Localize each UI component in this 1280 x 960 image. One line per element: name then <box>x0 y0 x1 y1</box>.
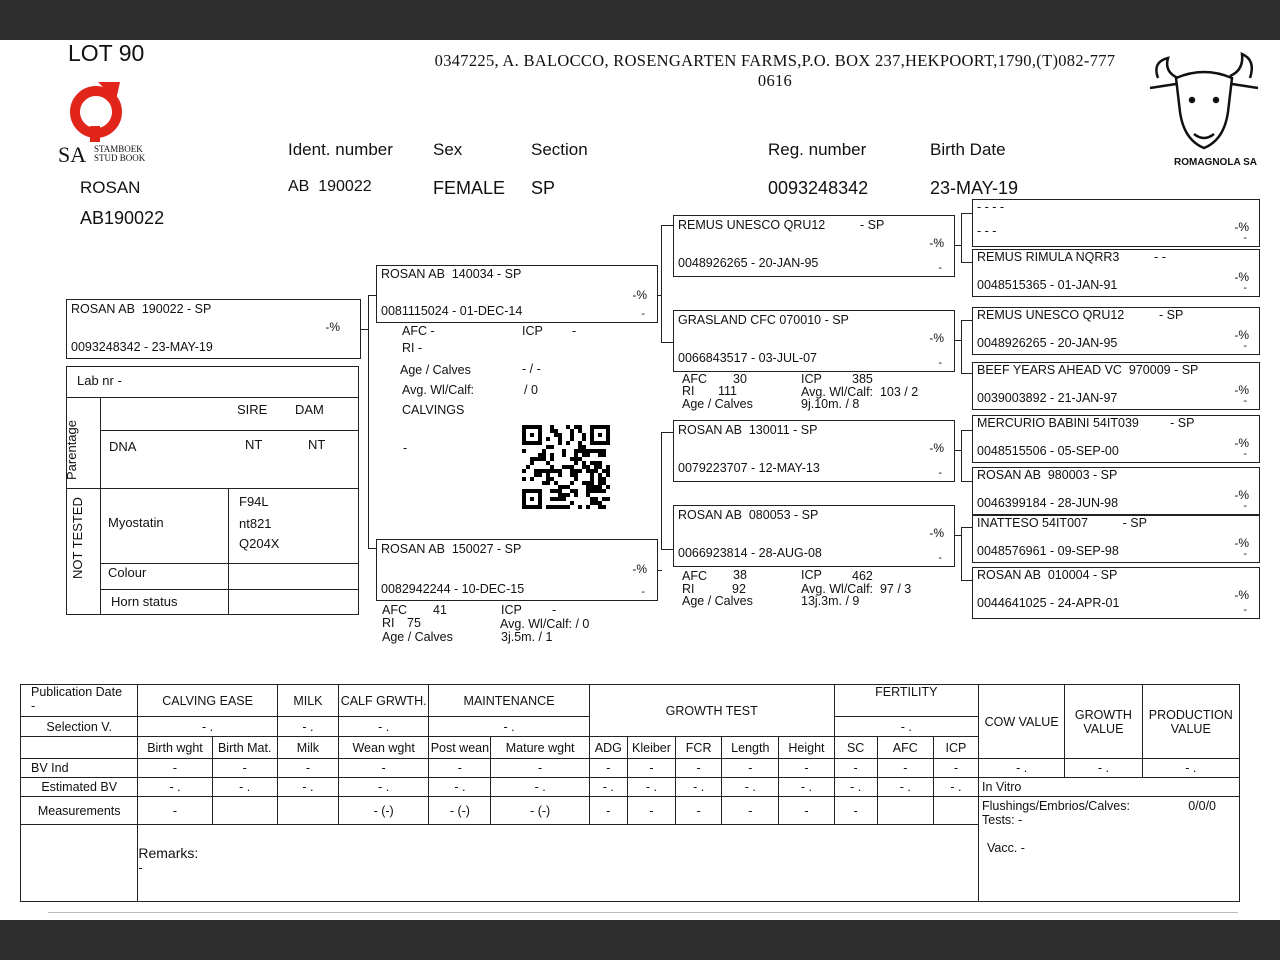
measurement-value: - <box>138 797 212 825</box>
sire-age-calves-value: - / - <box>522 362 541 376</box>
gp-stat: 9j.10m. / 8 <box>801 397 860 411</box>
est-bv-value: - . <box>339 778 429 797</box>
grandparent-box: REMUS UNESCO QRU12 - SP -% 0048926265 - 20-JAN-95 - <box>673 215 955 277</box>
bv-ind-value: - <box>627 759 675 778</box>
dna-sire: NT <box>245 437 263 452</box>
great-grandparent-box: - - - - -% - - - - <box>972 199 1260 247</box>
gp-stat: ICP <box>801 372 822 386</box>
gp-stat: RI <box>682 582 695 596</box>
sex-value: FEMALE <box>433 178 506 198</box>
sex-label: Sex <box>433 140 463 159</box>
est-bv-value: - . <box>212 778 277 797</box>
myostatin-q204x: Q204X <box>239 536 280 551</box>
selection-value: - . <box>834 717 978 737</box>
great-grandparent-box: INATTESO 54IT007 - SP -% 0048576961 - 09-SEP-98 - <box>972 515 1260 563</box>
production-value-header: PRODUCTION VALUE <box>1142 685 1239 759</box>
dam-ri-label: RI <box>382 616 395 630</box>
bv-ind-label: BV Ind <box>21 759 138 778</box>
sire-header: SIRE <box>237 402 268 417</box>
breed-logo-text: ROMAGNOLA SA <box>1174 157 1257 168</box>
sire-age-calves-label: Age / Calves <box>400 363 471 377</box>
myostatin-f94l: F94L <box>239 494 269 509</box>
stud-book-logo <box>68 76 132 144</box>
dam-icp-label: ICP <box>501 603 522 617</box>
gp-stat: AFC <box>682 372 707 386</box>
bv-ind-value: - <box>429 759 491 778</box>
measurement-value: - <box>779 797 834 825</box>
gp-stat: RI <box>682 384 695 398</box>
birth-value: 23-MAY-19 <box>930 178 1019 198</box>
milk-header: MILK <box>277 685 338 717</box>
breeding-value-table <box>20 684 1240 902</box>
gp-stat: 30 <box>733 372 747 386</box>
great-grandparent-box: ROSAN AB 980003 - SP -% 0046399184 - 28-JUN-98 - <box>972 467 1260 515</box>
col-header: AFC <box>877 737 933 759</box>
bv-ind-value: - . <box>979 759 1065 778</box>
dam-box: ROSAN AB 150027 - SP -% 0082942244 - 10-DEC-15 - <box>376 539 658 601</box>
calf-growth-header: CALF GRWTH. <box>339 685 429 717</box>
logo-caption: STAMBOEK STUD BOOK <box>94 144 146 163</box>
gp-stat: AFC <box>682 569 707 583</box>
bottom-bar <box>0 920 1280 960</box>
sire-box: ROSAN AB 140034 - SP -% 0081115024 - 01-DEC-14 - <box>376 265 658 323</box>
sire-avg-value: / 0 <box>524 383 538 397</box>
animal-name: ROSAN <box>80 178 141 197</box>
animal-name-2: AB190022 <box>80 208 165 228</box>
col-header: Kleiber <box>627 737 675 759</box>
dam-ri-value: 75 <box>407 616 421 630</box>
reg-label: Reg. number <box>768 140 867 159</box>
grandparent-box: ROSAN AB 130011 - SP -% 0079223707 - 12-MAY-13 - <box>673 420 955 482</box>
grandparent-box: GRASLAND CFC 070010 - SP -% 0066843517 - 03-JUL-07 - <box>673 310 955 372</box>
bv-ind-value: - <box>491 759 589 778</box>
gp-stat: 385 <box>852 372 873 386</box>
measurement-value: - <box>676 797 722 825</box>
dam-age-calves-label: Age / Calves <box>382 630 453 644</box>
bull-head-icon <box>1148 48 1260 158</box>
col-header: SC <box>834 737 877 759</box>
bv-ind-value: - <box>676 759 722 778</box>
est-bv-value: - . <box>277 778 338 797</box>
col-header: Birth Mat. <box>212 737 277 759</box>
measurement-value: - <box>589 797 627 825</box>
parentage-label: Parentage <box>64 420 79 480</box>
top-bar <box>0 0 1280 40</box>
calving-ease-header: CALVING EASE <box>138 685 277 717</box>
cow-value-header: COW VALUE <box>979 685 1065 759</box>
bv-ind-value: - <box>138 759 212 778</box>
sire-calvings-label: CALVINGS <box>402 403 465 417</box>
growth-value-header: GROWTH VALUE <box>1065 685 1142 759</box>
gp-stat: 92 <box>732 582 746 596</box>
not-tested-label: NOT TESTED <box>70 497 85 579</box>
selection-value: - . <box>339 717 429 737</box>
gp-stat: ICP <box>801 568 822 582</box>
ident-value: AB 190022 <box>288 178 372 195</box>
col-header: Post wean <box>429 737 491 759</box>
bv-ind-value: - . <box>1142 759 1239 778</box>
dam-header: DAM <box>295 402 324 417</box>
logo-sa: SA <box>58 142 87 167</box>
col-header: Wean wght <box>339 737 429 759</box>
gp-stat: 13j.3m. / 9 <box>801 594 860 608</box>
remarks-cell: Remarks: - <box>138 825 979 902</box>
myostatin-nt821: nt821 <box>239 516 272 531</box>
bv-ind-value: - <box>834 759 877 778</box>
est-bv-value: - . <box>676 778 722 797</box>
measurement-value: - <box>627 797 675 825</box>
growth-test-header: GROWTH TEST <box>589 685 834 737</box>
col-header: Mature wght <box>491 737 589 759</box>
dna-label: DNA <box>109 439 137 454</box>
estimated-bv-label: Estimated BV <box>21 778 138 797</box>
ident-label: Ident. number <box>288 140 393 159</box>
section-value: SP <box>531 178 556 198</box>
col-header: Length <box>722 737 779 759</box>
est-bv-value: - . <box>429 778 491 797</box>
self-pedigree-box: ROSAN AB 190022 - SP -% 0093248342 - 23-MAY-19 <box>66 299 361 359</box>
est-bv-value: - . <box>779 778 834 797</box>
owner-address: 0347225, A. BALOCCO, ROSENGARTEN FARMS,P.O. BOX 237,HEKPOORT,1790,(T)082-777 0616 <box>434 51 1116 90</box>
selection-value: - . <box>138 717 277 737</box>
bv-ind-value: - <box>212 759 277 778</box>
selection-value: - . <box>277 717 338 737</box>
lab-nr: Lab nr - <box>77 373 122 388</box>
dna-dam: NT <box>308 437 326 452</box>
maintenance-header: MAINTENANCE <box>429 685 590 717</box>
bv-ind-value: - <box>722 759 779 778</box>
grandparent-box: ROSAN AB 080053 - SP -% 0066923814 - 28-AUG-08 - <box>673 505 955 567</box>
sire-icp-label: ICP <box>522 324 543 338</box>
est-bv-value: - . <box>491 778 589 797</box>
dam-afc-value: 41 <box>433 603 447 617</box>
col-header: ICP <box>933 737 978 759</box>
gp-stat: Age / Calves <box>682 397 753 411</box>
bv-ind-value: - <box>779 759 834 778</box>
est-bv-value: - . <box>877 778 933 797</box>
great-grandparent-box: BEEF YEARS AHEAD VC 970009 - SP -% 0039003892 - 21-JAN-97 - <box>972 362 1260 410</box>
great-grandparent-box: ROSAN AB 010004 - SP -% 0044641025 - 24-APR-01 - <box>972 567 1260 619</box>
fertility-header: FERTILITY <box>834 685 978 717</box>
colour-label: Colour <box>108 565 147 580</box>
col-header: Height <box>779 737 834 759</box>
section-label: Section <box>531 140 588 159</box>
est-bv-value: - . <box>589 778 627 797</box>
gp-stat: 38 <box>733 568 747 582</box>
col-header: Milk <box>277 737 338 759</box>
selection-value: - . <box>429 717 590 737</box>
lot-number: LOT 90 <box>68 40 145 66</box>
col-header: ADG <box>589 737 627 759</box>
in-vitro-details: Flushings/Embrios/Calves: 0/0/0 Tests: - Vacc. - <box>979 797 1240 902</box>
horn-status-label: Horn status <box>111 594 178 609</box>
sire-calvings-value: - <box>403 441 408 455</box>
qr-code <box>522 425 610 509</box>
bv-ind-value: - . <box>1065 759 1142 778</box>
measurements-label: Measurements <box>21 797 138 825</box>
dam-afc-label: AFC <box>382 603 407 617</box>
est-bv-value: - . <box>722 778 779 797</box>
est-bv-value: - . <box>933 778 978 797</box>
myostatin-label: Myostatin <box>108 515 164 530</box>
sire-ri: RI - <box>402 341 423 355</box>
measurement-value: - <box>834 797 877 825</box>
bv-ind-value: - <box>933 759 978 778</box>
measurement-value: - (-) <box>339 797 429 825</box>
est-bv-value: - . <box>138 778 212 797</box>
est-bv-value: - . <box>834 778 877 797</box>
dam-age-calves-value: 3j.5m. / 1 <box>501 630 553 644</box>
measurement-value: - <box>722 797 779 825</box>
reg-value: 0093248342 <box>768 178 869 198</box>
publication-date-cell: Publication Date - <box>21 685 138 717</box>
bv-ind-value: - <box>339 759 429 778</box>
bv-ind-value: - <box>589 759 627 778</box>
sire-avg-label: Avg. Wl/Calf: <box>402 383 475 397</box>
great-grandparent-box: REMUS UNESCO QRU12 - SP -% 0048926265 - 20-JAN-95 - <box>972 307 1260 355</box>
in-vitro-label: In Vitro <box>979 778 1240 797</box>
measurement-value: - (-) <box>491 797 589 825</box>
gp-stat: 111 <box>718 384 738 398</box>
sire-icp-value: - <box>572 324 577 338</box>
dam-icp-value: - <box>552 603 557 617</box>
col-header: FCR <box>676 737 722 759</box>
col-header: Birth wght <box>138 737 212 759</box>
bv-ind-value: - <box>277 759 338 778</box>
gp-stat: Age / Calves <box>682 594 753 608</box>
dam-avg: Avg. Wl/Calf: / 0 <box>500 617 590 631</box>
selection-label: Selection V. <box>21 717 138 737</box>
divider <box>48 912 1238 913</box>
gp-stat: Avg. Wl/Calf: 103 / 2 <box>801 385 919 399</box>
gp-stat: Avg. Wl/Calf: 97 / 3 <box>801 582 912 596</box>
sire-afc: AFC - <box>402 324 435 338</box>
birth-label: Birth Date <box>930 140 1006 159</box>
bv-ind-value: - <box>877 759 933 778</box>
gp-stat: 462 <box>852 569 873 583</box>
est-bv-value: - . <box>627 778 675 797</box>
measurement-value: - (-) <box>429 797 491 825</box>
great-grandparent-box: MERCURIO BABINI 54IT039 - SP -% 0048515506 - 05-SEP-00 - <box>972 415 1260 463</box>
great-grandparent-box: REMUS RIMULA NQRR3 - - -% 0048515365 - 01-JAN-91 - <box>972 249 1260 297</box>
